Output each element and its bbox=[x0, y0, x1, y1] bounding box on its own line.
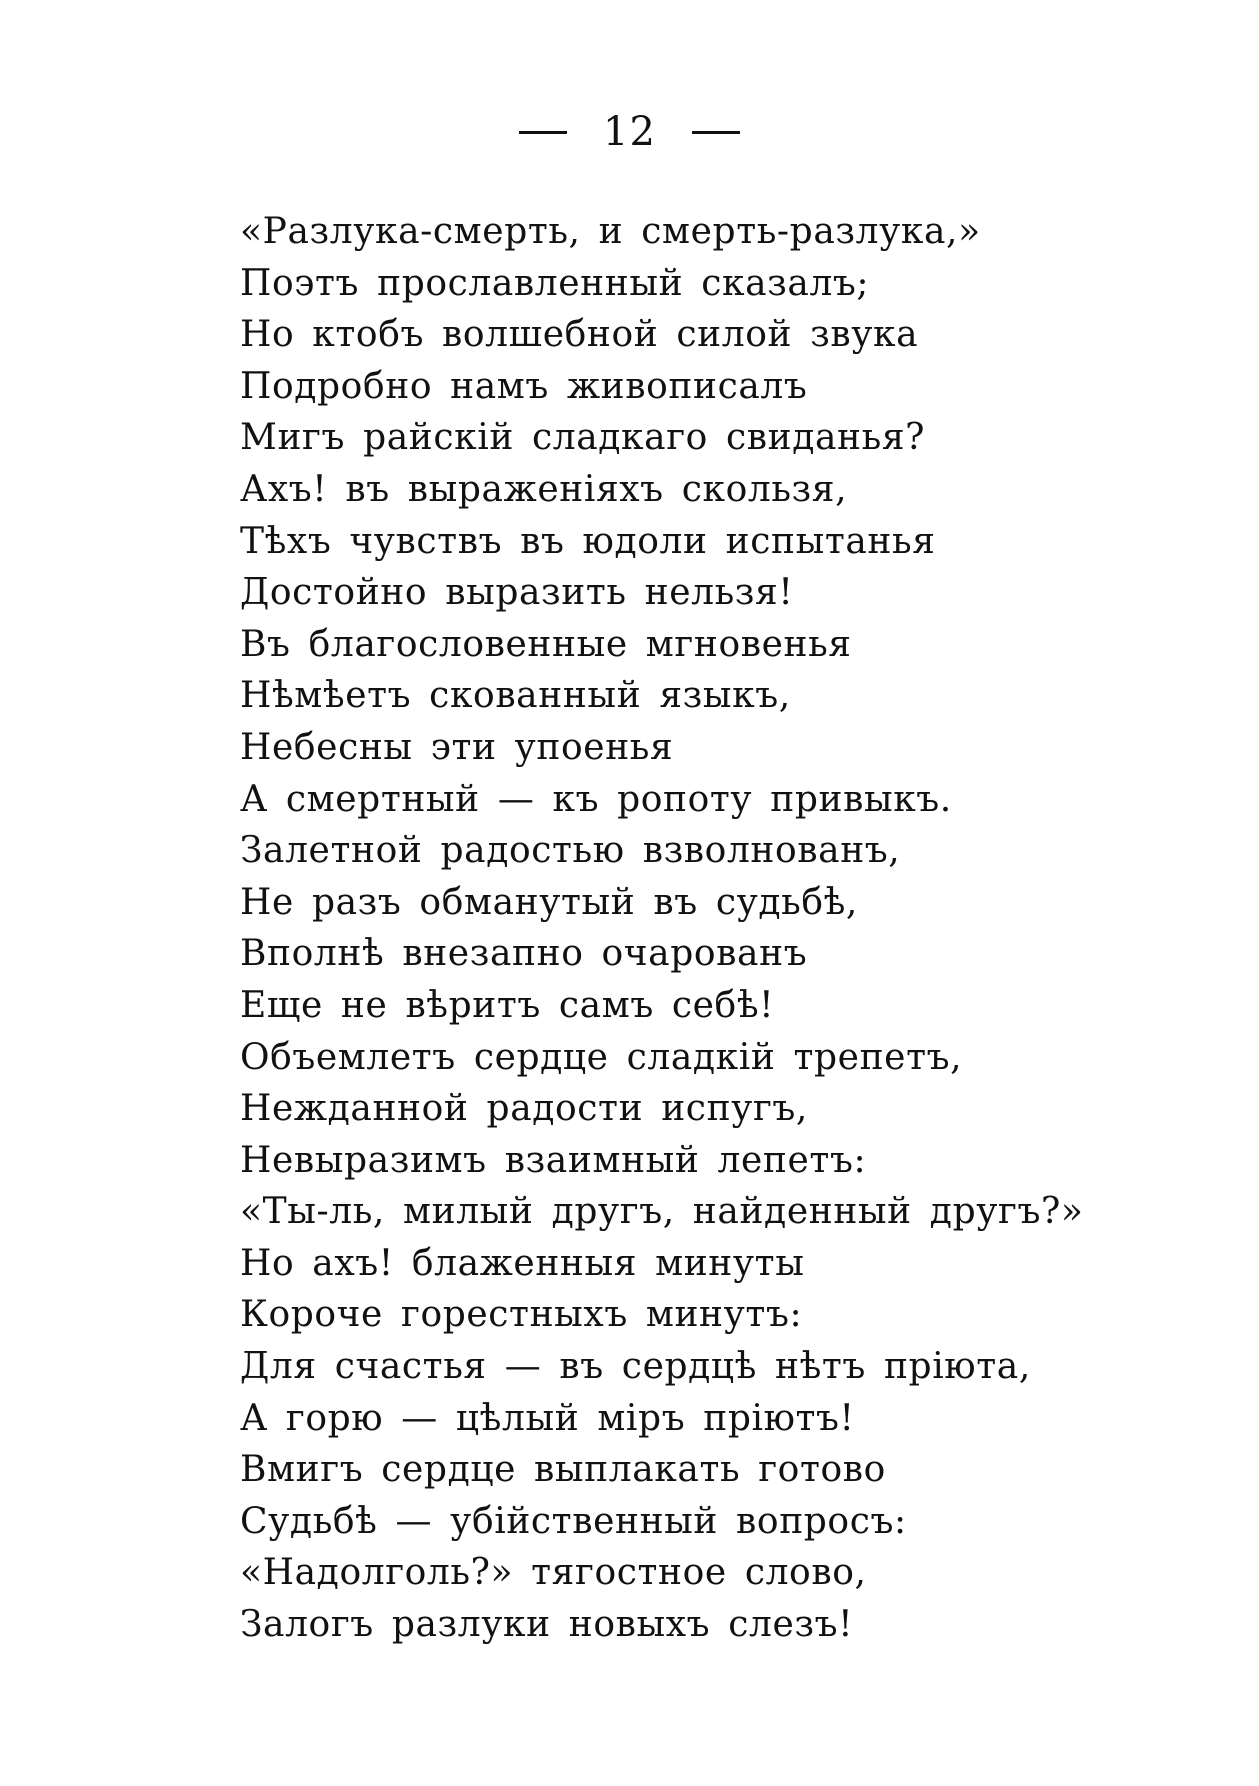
poem-line: Объемлетъ сердце сладкій трепетъ, bbox=[240, 1036, 963, 1078]
poem-line: А смертный — къ ропоту привыкъ. bbox=[240, 778, 952, 820]
poem-line: Невыразимъ взаимный лепетъ: bbox=[240, 1139, 867, 1181]
poem-line: Вполнѣ внезапно очарованъ bbox=[240, 933, 808, 975]
poem-line: Небесны эти упоенья bbox=[240, 726, 674, 768]
header-dash-left bbox=[519, 131, 567, 134]
poem-line: Въ благословенные мгновенья bbox=[240, 623, 852, 665]
poem-line: «Разлука-смерть, и смерть-разлука,» bbox=[240, 211, 981, 252]
poem-line: «Надолголь?» тягостное слово, bbox=[240, 1552, 867, 1594]
poem-line: Для счастья — въ сердцѣ нѣтъ пріюта, bbox=[240, 1346, 1031, 1388]
poem-line: Нѣмѣетъ скованный языкъ, bbox=[240, 675, 791, 717]
header-dash-right bbox=[692, 131, 740, 134]
poem-line: Поэтъ прославленный сказалъ; bbox=[240, 262, 870, 304]
poem-line: «Ты-ль, милый другъ, найденный другъ?» bbox=[240, 1191, 1084, 1233]
poem-line: Ахъ! въ выраженіяхъ скользя, bbox=[240, 468, 848, 510]
poem-line: Вмигъ сердце выплакать готово bbox=[240, 1449, 886, 1491]
poem-line: Нежданной радости испугъ, bbox=[240, 1088, 808, 1130]
poem-line: Но ахъ! блаженныя минуты bbox=[240, 1242, 805, 1284]
page-number: 12 bbox=[603, 109, 656, 155]
poem-line: Достойно выразить нельзя! bbox=[240, 572, 794, 614]
poem-line: Еще не вѣритъ самъ себѣ! bbox=[240, 984, 775, 1026]
poem-line: Залогъ разлуки новыхъ слезъ! bbox=[240, 1604, 854, 1646]
poem-line: А горю — цѣлый міръ пріютъ! bbox=[240, 1397, 855, 1439]
poem-line: Тѣхъ чувствъ въ юдоли испытанья bbox=[240, 520, 936, 562]
poem-line: Судьбѣ — убійственный вопросъ: bbox=[240, 1500, 907, 1542]
poem-line: Подробно намъ живописалъ bbox=[240, 365, 808, 407]
page-header bbox=[0, 109, 1259, 155]
poem-text bbox=[240, 206, 1100, 1651]
poem-line: Залетной радостью взволнованъ, bbox=[240, 830, 901, 872]
poem-line: Мигъ райскій сладкаго свиданья? bbox=[240, 417, 926, 459]
poem-line: Короче горестныхъ минутъ: bbox=[240, 1294, 803, 1336]
poem-line: Не разъ обманутый въ судьбѣ, bbox=[240, 881, 858, 923]
poem-line: Но ктобъ волшебной силой звука bbox=[240, 314, 919, 356]
